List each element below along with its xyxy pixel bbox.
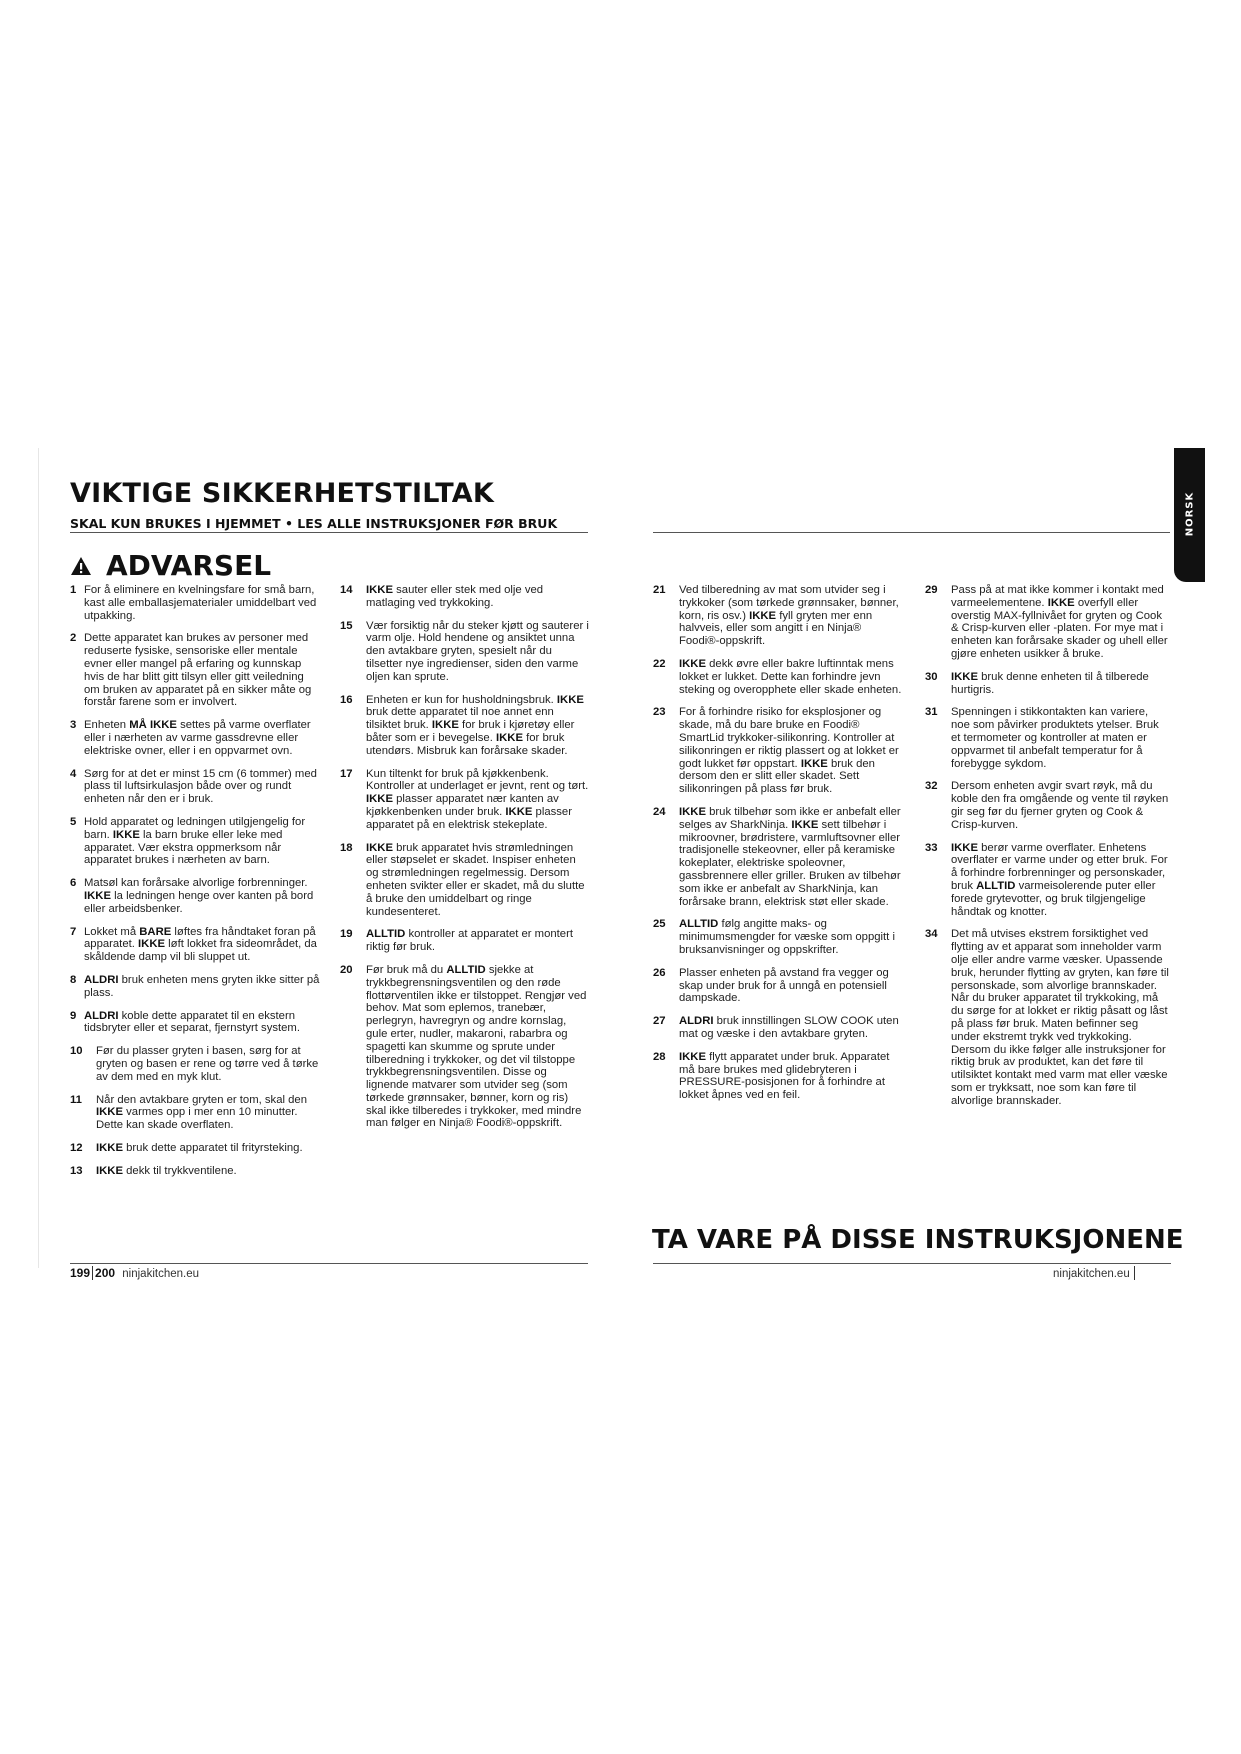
item-text: Kun tiltenkt for bruk på kjøkkenbenk. Kontroller at underlaget er jevnt, rent og tørt. IKKE plasser apparatet nær kanten av kjøkkenbenken under bruk. IKKE plasser apparatet på en elektrisk stekeplate.: [366, 767, 589, 831]
item-number: 3: [70, 719, 77, 732]
safety-item-1: [70, 584, 320, 622]
closing-heading: TA VARE PÅ DISSE INSTRUKSJONENE: [652, 1225, 1184, 1255]
safety-item-21: [653, 584, 903, 648]
safety-item-31: [925, 706, 1169, 770]
item-text: IKKE bruk apparatet hvis strømledningen eller støpselet er skadet. Inspiser enheten og strømledningen regelmessig. Dersom enheten svikter eller er skadet, må du slutte å bruke den umiddelbart og ringe kundesenteret.: [366, 841, 585, 918]
footer-url-right[interactable]: ninjakitchen.eu: [1053, 1268, 1130, 1280]
item-text: ALDRI bruk innstillingen SLOW COOK uten mat og væske i den avtakbare gryten.: [679, 1015, 899, 1040]
safety-item-33: [925, 842, 1169, 919]
item-number: 30: [925, 670, 938, 683]
item-number: 6: [70, 877, 77, 890]
item-text: Før du plasser gryten i basen, sørg for at gryten og basen er rene og tørre ved å tørke av dem med en myk klut.: [96, 1045, 319, 1083]
footer-rule-left: [70, 1263, 588, 1264]
item-text: Pass på at mat ikke kommer i kontakt med varmeelementene. IKKE overfyll eller overstig MAX-fyllnivået for gryten og Cook & Crisp-kurven eller -platen. For mye mat i enheten kan forårsake skader og uhell eller gjøre enheten usikker å bruke.: [951, 584, 1168, 660]
item-number: 32: [925, 780, 938, 793]
item-number: 18: [340, 841, 353, 854]
item-text: IKKE bruk denne enheten til å tilberede hurtigris.: [951, 670, 1149, 696]
item-text: IKKE flytt apparatet under bruk. Apparatet må bare brukes med glidebryteren i PRESSURE-posisjonen for å forhindre at lokket åpnes ved en feil.: [679, 1050, 890, 1102]
item-number: 22: [653, 657, 666, 670]
safety-item-16: [340, 694, 590, 758]
item-number: 12: [70, 1141, 83, 1154]
item-text: Spenningen i stikkontakten kan variere, noe som påvirker produktets ytelser. Bruk et termometer og kontroller at maten er oppvarmet til anbefalt temperatur for å forebygge sykdom.: [951, 706, 1159, 770]
item-text: IKKE dekk øvre eller bakre luftinntak mens lokket er lukket. Dette kan forhindre jevn steking og overopphete eller skade enheten.: [679, 657, 902, 696]
safety-item-3: [70, 719, 320, 757]
item-text: ALLTID kontroller at apparatet er montert riktig før bruk.: [366, 928, 573, 954]
header-rule-right: [653, 532, 1170, 533]
item-number: 13: [70, 1164, 83, 1177]
safety-item-15: [340, 620, 590, 684]
warning-label: ADVARSEL: [106, 549, 272, 582]
item-text: Lokket må BARE løftes fra håndtaket foran på apparatet. IKKE løft lokket fra sideområdet, da skåldende damp vil bli sluppet ut.: [84, 925, 317, 964]
item-text: ALDRI koble dette apparatet til en ekstern tidsbryter eller et separat, fjernstyrt system.: [84, 1009, 300, 1035]
item-text: For å forhindre risiko for eksplosjoner og skade, må du bare bruke en Foodi® SmartLid trykkoker-silikonring. Kontroller at silikonringen er riktig plassert og at lokket er godt lukket før oppstart. IKKE bruk den dersom den er slitt eller skadet. Sett silikonringen på plass før bruk.: [679, 706, 899, 796]
item-text: Enheten er kun for husholdningsbruk. IKKE bruk dette apparatet til noe annet enn tilsiktet bruk. IKKE for bruk i kjøretøy eller båter som er i bevegelse. IKKE for bruk utendørs. Misbruk kan forårsake skader.: [366, 693, 584, 757]
safety-item-22: [653, 658, 903, 696]
safety-item-2: [70, 632, 320, 709]
column-3: [653, 584, 903, 1112]
page-number-right: 200: [95, 1266, 116, 1280]
column-4: [925, 584, 1169, 1117]
item-text: IKKE bruk tilbehør som ikke er anbefalt eller selges av SharkNinja. IKKE sett tilbehør i mikroovner, brødristere, varmluftsovner eller tradisjonelle stekeovner, eller på keramiske kokeplater, elektriske spoleovner, gassbrennere eller griller. Bruken av tilbehør som ikke er anbefalt av SharkNinja, kan forårsake brann, elektrisk støt eller skade.: [679, 805, 901, 908]
item-text: Hold apparatet og ledningen utilgjengelig for barn. IKKE la barn bruke eller leke med apparatet. Vær ekstra oppmerksom når apparatet brukes i nærheten av barn.: [84, 815, 306, 867]
footer-separator: [1134, 1266, 1135, 1280]
item-text: Enheten MÅ IKKE settes på varme overflater eller i nærheten av varme gassdrevne eller elektriske ovner, eller i en oppvarmet ovn.: [84, 719, 311, 757]
safety-item-34: [925, 928, 1169, 1107]
item-number: 24: [653, 805, 666, 818]
safety-item-12: [70, 1142, 320, 1155]
safety-item-26: [653, 967, 903, 1005]
safety-item-19: [340, 928, 590, 954]
item-text: Plasser enheten på avstand fra vegger og skap under bruk for å unngå en potensiell dampskade.: [679, 966, 889, 1005]
item-text: Sørg for at det er minst 15 cm (6 tommer) med plass til luftsirkulasjon både over og rundt enheten når den er i bruk.: [84, 767, 317, 806]
safety-item-14: [340, 584, 590, 610]
item-number: 26: [653, 966, 666, 979]
safety-item-24: [653, 806, 903, 908]
item-text: Før bruk må du ALLTID sjekke at trykkbegrensningsventilen og den røde flottørventilen ikke er tilstoppet. Rengjør ved behov. Mat som eplemos, tranebær, perlegryn, havregryn og andre kornslag, gule erter, nudler, makaroni, rabarbra og spagetti kan skumme og sprute under tilberedning i trykkoker, og det vil tilstoppe trykkbegrensningsventilen. Disse og lignende matvarer som utvider seg (som tørkede grønnsaker, bønner, korn og ris) skal ikke tilberedes i trykkoker, med mindre man følger en Ninja® Foodi®-oppskrift.: [366, 963, 587, 1130]
item-text: Matsøl kan forårsake alvorlige forbrenninger. IKKE la ledningen henge over kanten på bord eller arbeidsbenker.: [84, 877, 314, 915]
item-number: 15: [340, 619, 353, 632]
header-rule-left: [70, 532, 588, 533]
safety-item-10: [70, 1045, 320, 1083]
safety-item-30: [925, 671, 1169, 697]
safety-item-7: [70, 926, 320, 964]
item-number: 20: [340, 963, 353, 976]
item-number: 8: [70, 973, 77, 986]
item-text: Dersom enheten avgir svart røyk, må du koble den fra omgående og vente til røyken gir seg før du fjerner gryten og Cook & Crisp-kurven.: [951, 780, 1169, 831]
item-number: 9: [70, 1009, 77, 1022]
item-number: 16: [340, 693, 353, 706]
safety-item-18: [340, 842, 590, 919]
safety-item-17: [340, 768, 590, 832]
item-number: 19: [340, 928, 353, 941]
footer-url-left[interactable]: ninjakitchen.eu: [122, 1268, 199, 1280]
safety-item-28: [653, 1051, 903, 1102]
footer-rule-right: [653, 1263, 1171, 1264]
item-number: 4: [70, 767, 77, 780]
column-1: [70, 584, 320, 1187]
item-text: IKKE bruk dette apparatet til frityrsteking.: [96, 1141, 303, 1154]
safety-item-8: [70, 974, 320, 1000]
item-text: Dette apparatet kan brukes av personer med reduserte fysiske, sensoriske eller mentale evner eller mangel på erfaring og kunnskap hvis de har blitt gitt tilsyn eller gitt veiledning om bruken av apparatet på en sikker måte og forstår farene som er involvert.: [84, 632, 312, 709]
item-number: 28: [653, 1050, 666, 1063]
safety-item-4: [70, 768, 320, 806]
item-number: 21: [653, 584, 666, 596]
item-text: Det må utvises ekstrem forsiktighet ved flytting av et apparat som inneholder varm olje eller andre varme væsker. Upassende bruk, herunder flytting av gryten, kan føre til personskade, som alvorlige brannskader. Når du bruker apparatet til trykkoking, må du sørge for at lokket er riktig påsatt og låst på plass før bruk. Maten befinner seg under ekstremt trykk ved trykkoking. Dersom du ikke følger alle instruksjoner for riktig bruk av produktet, kan det føre til utilsiktet kontakt med varm mat eller væske som er trykksatt, noe som kan føre til alvorlige brannskader.: [951, 928, 1169, 1107]
safety-item-5: [70, 816, 320, 867]
page-subtitle: SKAL KUN BRUKES I HJEMMET • LES ALLE INSTRUKSJONER FØR BRUK: [70, 516, 558, 531]
item-number: 34: [925, 928, 938, 941]
item-number: 27: [653, 1015, 666, 1028]
footer-left: [70, 1266, 199, 1280]
safety-item-13: [70, 1165, 320, 1178]
page-number-left: 199: [70, 1266, 91, 1280]
item-text: IKKE berør varme overflater. Enhetens overflater er varme under og etter bruk. For å forhindre forbrenninger og personskader, bruk ALLTID varmeisolerende puter eller forede grytevotter, og bruk tilgjengelige håndtak og knotter.: [951, 841, 1168, 918]
page-separator: [92, 1266, 93, 1280]
safety-item-29: [925, 584, 1169, 661]
item-number: 25: [653, 918, 666, 931]
item-number: 23: [653, 706, 666, 719]
item-number: 33: [925, 841, 938, 854]
item-number: 2: [70, 632, 77, 645]
item-text: ALLTID følg angitte maks- og minimumsmengder for væske som oppgitt i bruksanvisninger og oppskrifter.: [679, 918, 895, 956]
safety-item-32: [925, 780, 1169, 831]
warning-triangle-icon: [70, 556, 92, 576]
language-tab: [1174, 448, 1205, 582]
item-text: Ved tilberedning av mat som utvider seg i trykkoker (som tørkede grønnsaker, bønner, korn, ris osv.) IKKE fyll gryten mer enn halvveis, eller som angitt i en Ninja® Foodi®-oppskrift.: [679, 584, 899, 648]
item-text: ALDRI bruk enheten mens gryten ikke sitter på plass.: [84, 973, 320, 999]
column-2: [340, 584, 590, 1140]
safety-item-27: [653, 1015, 903, 1041]
page-edge: [38, 448, 39, 1268]
safety-item-11: [70, 1094, 320, 1132]
item-number: 11: [70, 1093, 82, 1106]
footer-right: [1053, 1266, 1137, 1280]
item-text: Vær forsiktig når du steker kjøtt og sauterer i varm olje. Hold hendene og ansiktet unna den avtakbare gryten, spesielt når du tilsetter nye ingredienser, siden den varme oljen kan sprute.: [366, 619, 589, 683]
item-number: 7: [70, 925, 77, 938]
page-title: VIKTIGE SIKKERHETSTILTAK: [70, 478, 494, 509]
item-number: 29: [925, 584, 938, 596]
safety-item-20: [340, 964, 590, 1130]
item-text: IKKE dekk til trykkventilene.: [96, 1164, 237, 1177]
item-number: 17: [340, 767, 353, 780]
language-tab-label: NORSK: [1184, 491, 1195, 537]
safety-item-9: [70, 1010, 320, 1036]
safety-item-25: [653, 918, 903, 956]
item-number: 14: [340, 584, 353, 596]
item-number: 10: [70, 1045, 83, 1058]
item-number: 5: [70, 815, 77, 828]
warning-heading: [70, 549, 271, 582]
safety-item-6: [70, 877, 320, 915]
item-text: For å eliminere en kvelningsfare for små barn, kast alle emballasjematerialer umiddelbart ved utpakking.: [84, 584, 317, 622]
item-text: IKKE sauter eller stek med olje ved matlaging ved trykkoking.: [366, 584, 544, 609]
safety-item-23: [653, 706, 903, 796]
item-text: Når den avtakbare gryten er tom, skal den IKKE varmes opp i mer enn 10 minutter. Dette kan skade overflaten.: [96, 1093, 307, 1132]
item-number: 1: [70, 584, 77, 596]
item-number: 31: [925, 706, 938, 719]
